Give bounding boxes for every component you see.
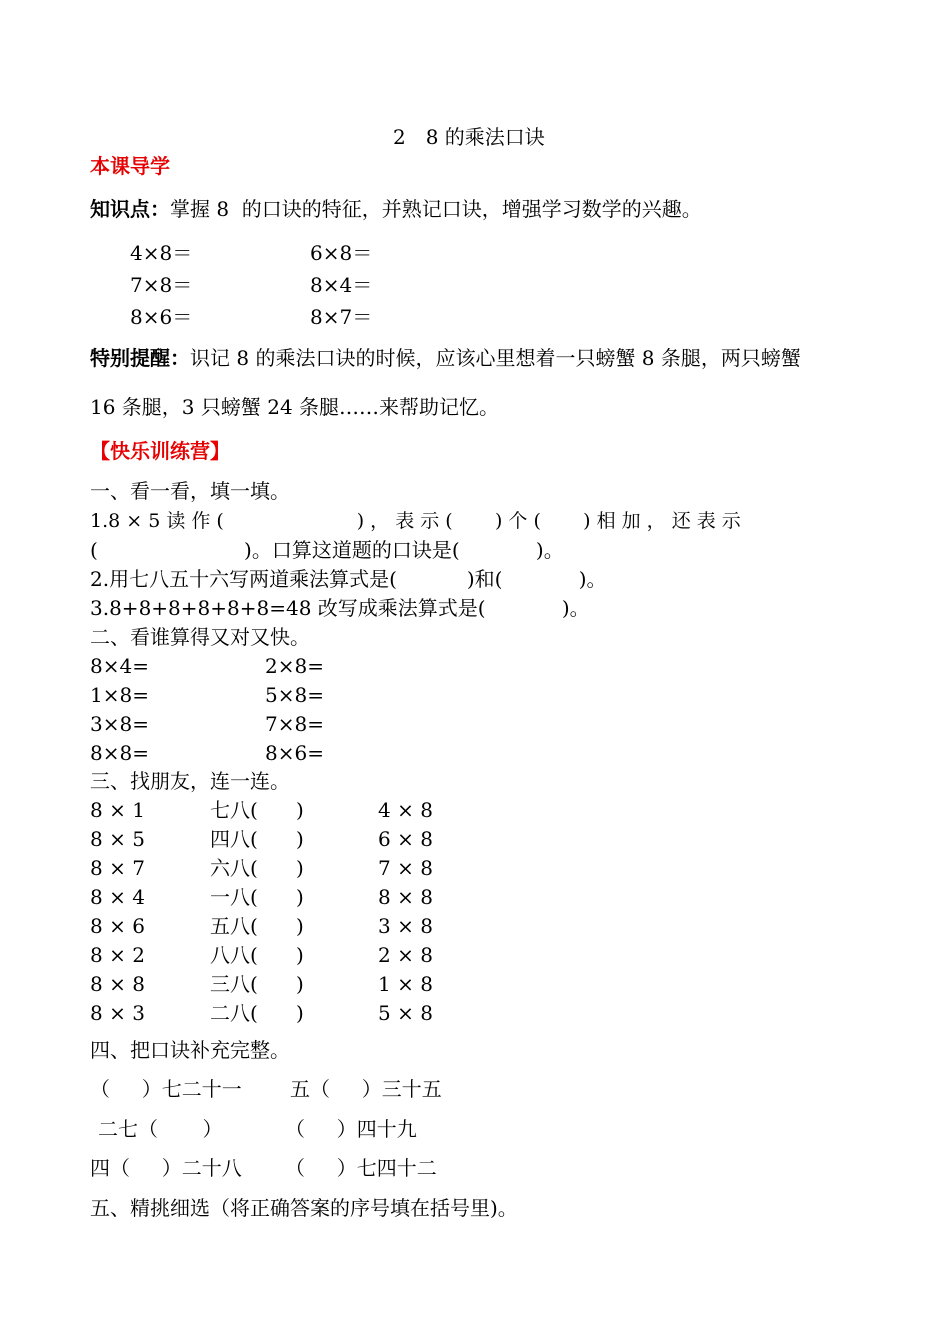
calc-b-2: 5×8= [265,683,324,707]
match-right-3: 7 × 8 [378,856,433,880]
rhyme-a-1: （ ）七二十一 [90,1077,242,1101]
match-mid-4: 一八( ) [210,885,304,909]
question-2: 2.用七八五十六写两道乘法算式是( )和( )。 [90,567,607,591]
special-tip [90,345,801,371]
rhyme-b-2: （ ）四十九 [285,1117,417,1141]
calc-a-4: 8×8= [90,741,149,765]
exercise-b-2: 8×4＝ [310,273,373,297]
match-mid-3: 六八( ) [210,856,304,880]
exercise-b-1: 6×8＝ [310,241,373,265]
match-left-3: 8 × 7 [90,856,145,880]
calc-a-2: 1×8= [90,683,149,707]
match-left-6: 8 × 2 [90,943,145,967]
match-mid-5: 五八( ) [210,914,304,938]
match-left-5: 8 × 6 [90,914,145,938]
match-right-2: 6 × 8 [378,827,433,851]
exercise-b-3: 8×7＝ [310,305,373,329]
match-mid-1: 七八( ) [210,798,304,822]
match-mid-2: 四八( ) [210,827,304,851]
calc-a-1: 8×4= [90,654,149,678]
rhyme-a-3: 四（ ）二十八 [90,1156,242,1180]
section-3-title: 三、找朋友，连一连。 [90,769,290,793]
page-title: 2 8 的乘法口诀 [393,125,545,149]
knowledge-text: 掌握 8 的口诀的特征，并熟记口诀，增强学习数学的兴趣。 [170,197,702,221]
tip-text-2: 16 条腿，3 只螃蟹 24 条腿……来帮助记忆。 [90,395,500,419]
knowledge-point [90,196,702,222]
rhyme-b-1: 五（ ）三十五 [290,1077,442,1101]
match-left-7: 8 × 8 [90,972,145,996]
match-right-5: 3 × 8 [378,914,433,938]
match-right-6: 2 × 8 [378,943,433,967]
tip-text-1: 识记 8 的乘法口诀的时候，应该心里想着一只螃蟹 8 条腿，两只螃蟹 [190,346,801,370]
rhyme-b-3: （ ）七四十二 [285,1156,437,1180]
section-4-title: 四、把口诀补充完整。 [90,1038,290,1062]
match-mid-6: 八八( ) [210,943,304,967]
match-left-4: 8 × 4 [90,885,145,909]
calc-b-4: 8×6= [265,741,324,765]
question-1b: ( )。口算这道题的口诀是( )。 [90,538,564,562]
section-1-title: 一、看一看，填一填。 [90,479,290,503]
exercise-a-1: 4×8＝ [130,241,193,265]
match-right-8: 5 × 8 [378,1001,433,1025]
question-1a: 1.8 × 5 读 作 ( ) ， 表 示 ( ) 个 ( ) 相 加 ， 还 表 示 [90,510,741,532]
calc-b-3: 7×8= [265,712,324,736]
section-5-title: 五、精挑细选（将正确答案的序号填在括号里)。 [90,1196,518,1220]
match-mid-7: 三八( ) [210,972,304,996]
match-left-1: 8 × 1 [90,798,145,822]
question-3: 3.8+8+8+8+8+8=48 改写成乘法算式是( )。 [90,596,590,620]
camp-heading: 【快乐训练营】 [90,439,230,463]
match-right-7: 1 × 8 [378,972,433,996]
guide-heading: 本课导学 [90,154,170,178]
calc-a-3: 3×8= [90,712,149,736]
exercise-a-2: 7×8＝ [130,273,193,297]
match-left-8: 8 × 3 [90,1001,145,1025]
tip-label: 特别提醒： [90,346,190,370]
match-right-1: 4 × 8 [378,798,433,822]
match-left-2: 8 × 5 [90,827,145,851]
rhyme-a-2: 二七（ ） [98,1117,223,1141]
exercise-a-3: 8×6＝ [130,305,193,329]
knowledge-label: 知识点： [90,197,170,221]
match-right-4: 8 × 8 [378,885,433,909]
calc-b-1: 2×8= [265,654,324,678]
match-mid-8: 二八( ) [210,1001,304,1025]
section-2-title: 二、看谁算得又对又快。 [90,625,310,649]
